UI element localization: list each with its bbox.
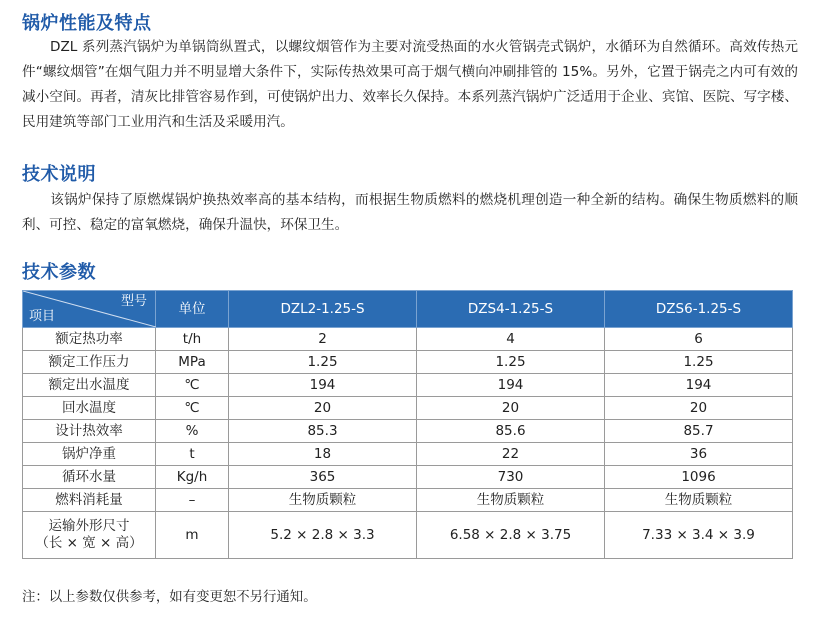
row-unit: ℃	[156, 374, 229, 397]
row-value: 22	[417, 443, 605, 466]
row-item: 锅炉净重	[23, 443, 156, 466]
tech-description-paragraph	[22, 188, 798, 238]
row-value: 20	[417, 397, 605, 420]
row-value: 1.25	[417, 351, 605, 374]
row-item: 回水温度	[23, 397, 156, 420]
row-unit: %	[156, 420, 229, 443]
row-value: 1.25	[229, 351, 417, 374]
features-text: DZL 系列蒸汽锅炉为单锅筒纵置式，以螺纹烟管作为主要对流受热面的水火管锅壳式锅炉，水循环为自然循环。高效传热元件“螺纹烟管”在烟气阻力并不明显增大条件下，实际传热效果可高于烟气横向冲刷排管的 15%。另外，它置于锅壳之内可有效的减小空间。再者，清灰比排管容易作到，可使锅炉出力、效率长久保持。本系列蒸汽锅炉广泛适用于企业、宾馆、医院、写字楼、民用建筑等部门工业用汽和生活及采暖用汽。	[22, 39, 798, 130]
section-title-features: 锅炉性能及特点	[22, 13, 152, 34]
row-value: 1096	[605, 466, 793, 489]
footnote: 注：以上参数仅供参考，如有变更恕不另行通知。	[22, 590, 317, 605]
row-value: 85.3	[229, 420, 417, 443]
header-unit: 单位	[156, 291, 229, 328]
row-item: 燃料消耗量	[23, 489, 156, 512]
row-item-dimensions	[23, 512, 156, 559]
header-model-1: DZL2-1.25-S	[229, 291, 417, 328]
row-value: 194	[229, 374, 417, 397]
row-value: 365	[229, 466, 417, 489]
table-row	[23, 420, 793, 443]
row-value: 194	[417, 374, 605, 397]
row-value: 85.6	[417, 420, 605, 443]
row-value: 20	[229, 397, 417, 420]
row-value: 6	[605, 328, 793, 351]
row-item: 额定工作压力	[23, 351, 156, 374]
row-value: 2	[229, 328, 417, 351]
table-header-row	[23, 291, 793, 328]
row-unit: MPa	[156, 351, 229, 374]
row-item: 循环水量	[23, 466, 156, 489]
header-model-label: 型号	[120, 294, 147, 309]
features-paragraph	[22, 35, 798, 135]
dimensions-label-line2: （长 × 宽 × 高）	[35, 535, 143, 551]
row-item: 额定出水温度	[23, 374, 156, 397]
header-model-3: DZS6-1.25-S	[605, 291, 793, 328]
row-value: 36	[605, 443, 793, 466]
table-row-dimensions	[23, 512, 793, 559]
row-unit: –	[156, 489, 229, 512]
row-item: 设计热效率	[23, 420, 156, 443]
table-row	[23, 466, 793, 489]
row-value: 1.25	[605, 351, 793, 374]
row-value: 7.33 × 3.4 × 3.9	[605, 512, 793, 559]
row-value: 生物质颗粒	[605, 489, 793, 512]
header-item-label: 项目	[29, 309, 56, 324]
row-unit: t/h	[156, 328, 229, 351]
row-value: 6.58 × 2.8 × 3.75	[417, 512, 605, 559]
row-value: 生物质颗粒	[417, 489, 605, 512]
row-value: 4	[417, 328, 605, 351]
table-row	[23, 489, 793, 512]
row-value: 20	[605, 397, 793, 420]
row-value: 730	[417, 466, 605, 489]
row-value: 85.7	[605, 420, 793, 443]
row-value: 18	[229, 443, 417, 466]
row-unit: t	[156, 443, 229, 466]
table-row	[23, 351, 793, 374]
row-value: 194	[605, 374, 793, 397]
table-row	[23, 328, 793, 351]
table-row	[23, 397, 793, 420]
section-title-tech-params: 技术参数	[22, 262, 96, 283]
header-diagonal-cell	[23, 291, 156, 328]
row-unit: ℃	[156, 397, 229, 420]
spec-table	[22, 290, 793, 559]
row-item: 额定热功率	[23, 328, 156, 351]
tech-description-text: 该锅炉保持了原燃煤锅炉换热效率高的基本结构，而根据生物质燃料的燃烧机理创造一种全新的结构。确保生物质燃料的顺利、可控、稳定的富氧燃烧，确保升温快，环保卫生。	[22, 192, 798, 233]
section-title-tech-description: 技术说明	[22, 164, 96, 185]
row-value: 生物质颗粒	[229, 489, 417, 512]
header-model-2: DZS4-1.25-S	[417, 291, 605, 328]
table-row	[23, 443, 793, 466]
row-unit: Kg/h	[156, 466, 229, 489]
table-row	[23, 374, 793, 397]
row-unit: m	[156, 512, 229, 559]
row-value: 5.2 × 2.8 × 3.3	[229, 512, 417, 559]
dimensions-label-line1: 运输外形尺寸	[48, 518, 130, 534]
